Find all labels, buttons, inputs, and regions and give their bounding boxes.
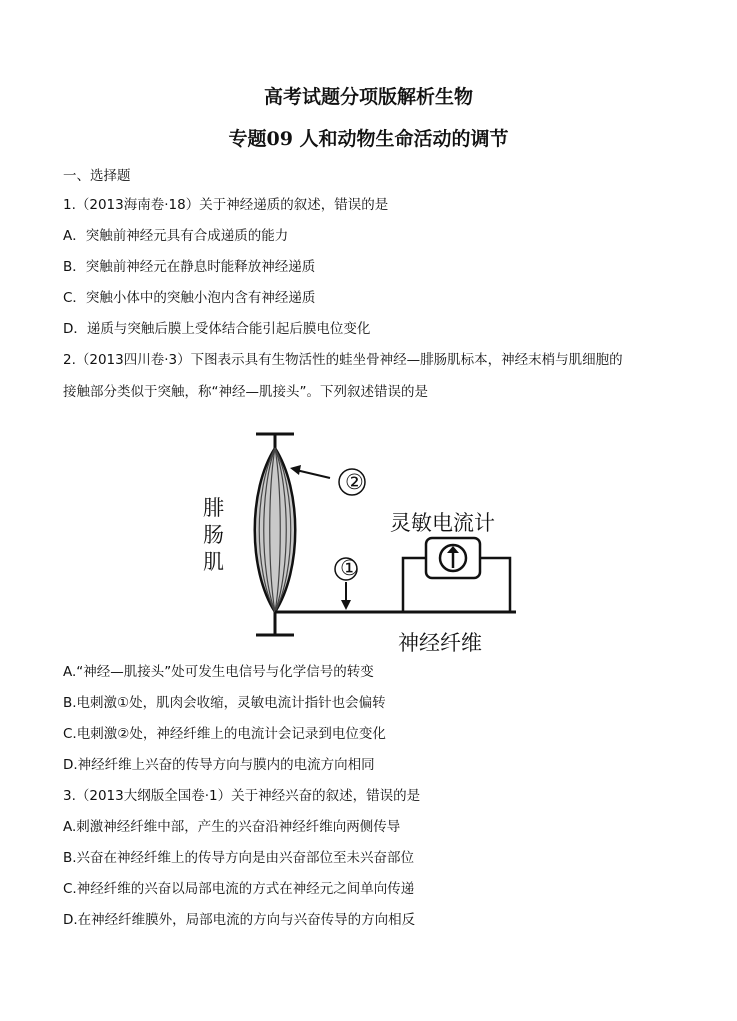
question-1-option-b: B．突触前神经元在静息时能释放神经递质 bbox=[63, 259, 316, 275]
question-1-option-a: A．突触前神经元具有合成递质的能力 bbox=[63, 228, 289, 244]
question-2-option-b: B.电刺激①处，肌肉会收缩，灵敏电流计指针也会偏转 bbox=[63, 695, 386, 711]
muscle-label-char-3: 肌 bbox=[203, 550, 224, 574]
marker-2-label: ② bbox=[345, 470, 364, 494]
question-3-option-b: B.兴奋在神经纤维上的传导方向是由兴奋部位至未兴奋部位 bbox=[63, 850, 415, 866]
document-title: 高考试题分项版解析生物 bbox=[263, 86, 473, 108]
question-1-option-d: D．递质与突触后膜上受体结合能引起后膜电位变化 bbox=[63, 321, 371, 337]
galvanometer-label: 灵敏电流计 bbox=[390, 511, 495, 535]
galvanometer-circuit bbox=[403, 538, 510, 612]
arrow-marker-2 bbox=[296, 470, 330, 478]
question-2-option-c: C.电刺激②处，神经纤维上的电流计会记录到电位变化 bbox=[63, 726, 386, 742]
muscle-label-char-1: 腓 bbox=[203, 496, 224, 520]
question-3-option-d: D.在神经纤维膜外，局部电流的方向与兴奋传导的方向相反 bbox=[63, 912, 416, 928]
question-1-option-c: C．突触小体中的突触小泡内含有神经递质 bbox=[63, 290, 316, 306]
question-3-option-c: C.神经纤维的兴奋以局部电流的方式在神经元之间单向传递 bbox=[63, 881, 415, 897]
nerve-fiber-label: 神经纤维 bbox=[398, 631, 482, 655]
question-2-option-a: A.“神经—肌接头”处可发生电信号与化学信号的转变 bbox=[63, 664, 374, 680]
question-2-option-d: D.神经纤维上兴奋的传导方向与膜内的电流方向相同 bbox=[63, 757, 375, 773]
section-heading: 一、选择题 bbox=[63, 168, 131, 184]
marker-1-label: ① bbox=[340, 556, 359, 580]
muscle-label-char-2: 肠 bbox=[203, 523, 224, 547]
gastrocnemius-muscle bbox=[255, 448, 296, 612]
question-1-stem: 1.（2013海南卷·18）关于神经递质的叙述，错误的是 bbox=[63, 197, 389, 213]
question-3-option-a: A.刺激神经纤维中部，产生的兴奋沿神经纤维向两侧传导 bbox=[63, 819, 401, 835]
document-subtitle: 专题09 人和动物生命活动的调节 bbox=[228, 128, 509, 150]
question-3-stem: 3.（2013大纲版全国卷·1）关于神经兴奋的叙述，错误的是 bbox=[63, 788, 421, 804]
question-2-stem-line-1: 2.（2013四川卷·3）下图表示具有生物活性的蛙坐骨神经—腓肠肌标本，神经末梢与肌细胞的 bbox=[63, 352, 623, 368]
nerve-muscle-figure bbox=[188, 420, 538, 665]
question-2-stem-line-2: 接触部分类似于突触，称“神经—肌接头”。下列叙述错误的是 bbox=[63, 384, 428, 400]
